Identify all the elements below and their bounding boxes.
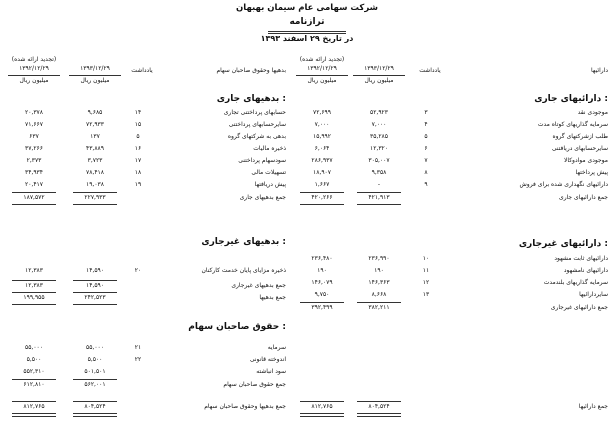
noncurrent-asset-row-label: دارائیهای ثابت مشهود (554, 255, 608, 262)
assets-header-rule-1392 (296, 75, 348, 76)
total-liabilities-equity-under-rule-1393 (73, 413, 117, 417)
equity-total-label: جمع حقوق صاحبان سهام (223, 381, 286, 388)
current-asset-row-label: پیش پرداختها (575, 169, 608, 176)
current-liability-row-value-1392: ۶۳۷ (29, 133, 39, 140)
current-liabilities-total-value-1392: ۱۸۷,۵۷۲ (23, 194, 45, 201)
current-asset-row-note: ۸ (424, 169, 428, 176)
noncurrent-assets-total-value-1392: ۳۹۲,۴۹۹ (311, 304, 333, 311)
current-liability-row-value-1393: ۹,۶۸۵ (87, 109, 103, 116)
liabilities-unit-1393: میلیون ریال (80, 77, 110, 84)
equity-row-label: اندوخته قانونی (249, 356, 286, 363)
current-liability-row-value-1393: ۷۸,۴۱۸ (85, 169, 105, 176)
current-liability-row-value-1392: ۲۰,۴۱۷ (24, 181, 44, 188)
current-liability-row-note: ۵ (136, 133, 140, 140)
noncurrent-asset-row-value-1393: ۸,۶۶۸ (371, 291, 387, 298)
current-assets-total-value-1392: ۴۲۰,۲۶۶ (311, 194, 333, 201)
equity-row-value-1392: ۵۵۲,۳۱۰ (23, 368, 45, 375)
total-assets-rule-1393-top (357, 401, 401, 402)
noncurrent-asset-row-label: سایردارائیها (579, 291, 608, 298)
noncurrent-asset-row-value-1392: ۹,۷۵۰ (314, 291, 330, 298)
equity-row-note: ۲۱ (134, 344, 142, 351)
current-asset-row-label: موجودی موادوکالا (563, 157, 608, 164)
noncurrent-liabilities-total-value-1393: ۱۴,۵۹۰ (85, 282, 105, 289)
total-assets-under-rule-1393 (357, 413, 401, 417)
liabilities-total-above-rule-1392 (12, 292, 56, 293)
current-liability-row-label: سایرحسابهای پرداختنی (228, 121, 286, 128)
equity-total-value-1392: ۶۱۲,۸۱۰ (23, 381, 45, 388)
liabilities-col-restated: (تجدید ارائه شده) (11, 56, 57, 63)
noncurrent-asset-row-value-1392: ۲۳۶,۴۸۰ (311, 255, 333, 262)
current-liability-row-label: بدهی به شرکتهای گروه (227, 133, 286, 140)
current-asset-row-value-1392: ۱,۶۶۷ (314, 181, 330, 188)
equity-row-value-1392: ۵۵,۰۰۰ (24, 344, 44, 351)
noncurrent-liability-row-note: ۲۰ (134, 267, 142, 274)
noncurrent-liability-row-label: ذخیره مزایای پایان خدمت کارکنان (201, 267, 286, 274)
liabilities-unit-1392: میلیون ریال (19, 77, 49, 84)
equity-row-value-1393: ۵۰۱,۵۰۱ (84, 368, 106, 375)
current-asset-row-note: ۷ (424, 157, 428, 164)
current-liability-row-note: ۱۴ (134, 109, 142, 116)
current-liability-row-note: ۱۹ (134, 181, 142, 188)
equity-heading: حقوق صاحبان سهام : (188, 322, 286, 332)
total-liabilities-value-1392: ۱۹۹,۹۵۵ (23, 294, 45, 301)
current-liability-row-value-1392: ۳۴,۹۳۴ (24, 169, 44, 176)
assets-col-restated: (تجدید ارائه شده) (299, 56, 345, 63)
total-assets-value-1392: ۸۱۲,۷۶۵ (311, 403, 333, 410)
noncurrent-asset-row-value-1393: ۲۳۶,۹۹۰ (368, 255, 390, 262)
current-asset-row-value-1393: ۳۵,۲۸۵ (369, 133, 389, 140)
noncurrent-asset-row-note: ۱۰ (422, 255, 430, 262)
current-asset-row-note: ۴ (424, 121, 428, 128)
noncurrent-asset-row-value-1393: ۱۴۶,۳۶۳ (368, 279, 390, 286)
current-asset-row-note: ۶ (424, 145, 428, 152)
current-liabilities-total-value-1393: ۲۲۷,۹۳۳ (84, 194, 106, 201)
current-asset-row-note: ۹ (424, 181, 428, 188)
current-liability-row-note: ۱۸ (134, 169, 142, 176)
current-liability-row-label: پیش دریافتها (254, 181, 286, 188)
equity-row-note: ۲۲ (134, 356, 142, 363)
equity-row-value-1393: ۵,۵۰۰ (87, 356, 103, 363)
noncurrent-liabilities-total-value-1392: ۱۲,۳۸۳ (24, 282, 44, 289)
current-asset-row-value-1393: - (377, 181, 381, 188)
current-asset-row-value-1393: ۱۲,۳۲۰ (369, 145, 389, 152)
current-liabilities-total-label: جمع بدهیهای جاری (239, 194, 286, 201)
equity-total-value-1393: ۵۶۲,۰۰۱ (84, 381, 106, 388)
current-liability-row-value-1393: ۱۹,۰۳۸ (85, 181, 105, 188)
noncurrent-assets-total-label: جمع دارائیهای غیرجاری (550, 304, 608, 311)
total-liabilities-equity-value-1392: ۸۱۲,۷۶۵ (23, 403, 45, 410)
current-liability-row-value-1393: ۴۳,۸۸۹ (85, 145, 105, 152)
current-asset-row-value-1393: ۹,۳۵۸ (371, 169, 387, 176)
total-assets-label: جمع دارائیها (578, 403, 608, 410)
current-asset-row-value-1392: ۷,۰۰۰ (314, 121, 330, 128)
current-liability-row-value-1393: ۱۳۷ (90, 133, 100, 140)
current-assets-total-under-rule-1393 (357, 204, 401, 205)
noncurrent-asset-row-value-1392: ۱۴۶,۰۷۹ (311, 279, 333, 286)
current-asset-row-note: ۳ (424, 109, 428, 116)
current-assets-heading: دارائیهای جاری : (534, 94, 608, 104)
noncurrent-asset-row-note: ۱۲ (422, 279, 430, 286)
current-liabilities-heading: بدهیهای جاری : (216, 94, 286, 104)
current-liabilities-total-under-rule-1392 (12, 204, 56, 205)
equity-subtotal-rule-1392 (12, 379, 56, 380)
liabilities-header-rule-1393 (69, 75, 121, 76)
grand-total-rule-1392-top (12, 401, 56, 402)
total-assets-value-1393: ۸۰۴,۵۲۴ (368, 403, 390, 410)
assets-col-note: یادداشت (419, 67, 441, 74)
total-liabilities-equity-under-rule-1392 (12, 413, 56, 417)
current-asset-row-value-1393: ۳۰۵,۰۰۷ (368, 157, 390, 164)
current-asset-row-label: سرمایه گذاریهای کوتاه مدت (537, 121, 608, 128)
noncurrent-liabilities-total-label: جمع بدهیهای غیرجاری (231, 282, 286, 289)
current-liabilities-total-under-rule-1393 (73, 204, 117, 205)
equity-row-label: سود انباشته (256, 368, 286, 375)
current-asset-row-label: دارائیهای نگهداری شده برای فروش (519, 181, 608, 188)
current-liability-row-value-1392: ۳۷,۲۶۶ (24, 145, 44, 152)
noncurrent-asset-row-note: ۱۱ (422, 267, 430, 274)
current-liability-row-label: ذخیره مالیات (253, 145, 286, 152)
noncurrent-liabilities-subtotal-rule-1393 (73, 280, 117, 281)
noncurrent-asset-row-note: ۱۳ (422, 291, 430, 298)
current-liability-row-note: ۱۵ (134, 121, 142, 128)
grand-total-rule-1393-top (73, 401, 117, 402)
noncurrent-liabilities-heading: بدهیهای غیرجاری : (201, 237, 286, 247)
equity-row-label: سرمایه (267, 344, 286, 351)
current-liability-row-value-1392: ۷۱,۶۶۷ (24, 121, 44, 128)
assets-col-1393: ۱۳۹۳/۱۲/۲۹ (364, 65, 394, 72)
total-liabilities-label: جمع بدهیها (259, 294, 286, 301)
title-underline (268, 31, 346, 32)
total-liabilities-equity-value-1393: ۸۰۴,۵۲۴ (84, 403, 106, 410)
noncurrent-asset-row-value-1393: ۱۹۰ (374, 267, 384, 274)
liabilities-col-1392: ۱۳۹۲/۱۲/۲۹ (19, 65, 49, 72)
noncurrent-asset-row-label: سرمایه گذاریهای بلندمدت (543, 279, 608, 286)
current-asset-row-label: طلب ازشرکتهای گروه (552, 133, 608, 140)
current-asset-row-value-1392: ۱۸,۹۰۷ (312, 169, 332, 176)
total-assets-rule-1392-top (300, 401, 344, 402)
liabilities-col-label: بدهیها وحقوق صاحبان سهام (216, 67, 286, 74)
noncurrent-asset-row-value-1392: ۱۹۰ (317, 267, 327, 274)
noncurrent-liabilities-subtotal-rule-1392 (12, 280, 56, 281)
noncurrent-assets-heading: دارائیهای غیرجاری : (518, 239, 608, 249)
liabilities-total-under-rule-1393 (73, 304, 117, 305)
equity-row-value-1393: ۵۵,۰۰۰ (85, 344, 105, 351)
current-asset-row-note: ۵ (424, 133, 428, 140)
current-liability-row-note: ۱۷ (134, 157, 142, 164)
liabilities-col-1393: ۱۳۹۳/۱۲/۲۹ (80, 65, 110, 72)
statement-title: ترازنامه (289, 17, 325, 27)
assets-unit-1392: میلیون ریال (307, 77, 337, 84)
total-liabilities-equity-label: جمع بدهیها وحقوق صاحبان سهام (204, 403, 286, 410)
noncurrent-assets-subtotal-rule-1392 (300, 302, 344, 303)
current-liabilities-subtotal-rule-1393 (73, 192, 117, 193)
current-asset-row-value-1392: ۱۵,۹۹۲ (312, 133, 332, 140)
current-asset-row-label: موجودی نقد (577, 109, 608, 116)
current-liability-row-label: تسهیلات مالی (251, 169, 286, 176)
current-liability-row-value-1393: ۷۲,۹۳۳ (85, 121, 105, 128)
current-assets-subtotal-rule-1393 (357, 192, 401, 193)
liabilities-col-note: یادداشت (131, 67, 153, 74)
current-asset-row-value-1392: ۷۲,۶۹۹ (312, 109, 332, 116)
noncurrent-asset-row-label: دارائیهای نامشهود (563, 267, 608, 274)
liabilities-total-above-rule-1393 (73, 292, 117, 293)
statement-date: در تاریخ ۲۹ اسفند ۱۳۹۳ (260, 34, 354, 43)
current-asset-row-label: سایرحسابهای دریافتنی (551, 145, 608, 152)
current-liability-row-value-1392: ۲,۳۷۳ (26, 157, 42, 164)
current-liabilities-subtotal-rule-1392 (12, 192, 56, 193)
total-assets-under-rule-1392 (300, 413, 344, 417)
current-asset-row-value-1392: ۲۸۶,۹۳۷ (311, 157, 333, 164)
company-name: شرکت سهامی عام سیمان بهبهان (236, 3, 378, 13)
current-liability-row-value-1393: ۳,۷۲۳ (87, 157, 103, 164)
equity-row-value-1392: ۵,۵۰۰ (26, 356, 42, 363)
current-liability-row-value-1392: ۲۰,۳۷۸ (24, 109, 44, 116)
liabilities-total-under-rule-1392 (12, 304, 56, 305)
current-assets-total-value-1393: ۴۲۱,۹۱۳ (368, 194, 390, 201)
noncurrent-liability-row-value-1392: ۱۲,۳۸۳ (24, 267, 44, 274)
equity-subtotal-rule-1393 (73, 379, 117, 380)
current-assets-total-under-rule-1392 (300, 204, 344, 205)
assets-unit-1393: میلیون ریال (364, 77, 394, 84)
current-asset-row-value-1393: ۷,۰۰۰ (371, 121, 387, 128)
assets-header-rule-1393 (353, 75, 405, 76)
current-asset-row-value-1393: ۵۲,۹۲۳ (369, 109, 389, 116)
current-liability-row-label: سودسهام پرداختنی (238, 157, 286, 164)
noncurrent-assets-total-value-1393: ۳۸۲,۲۱۱ (368, 304, 390, 311)
liabilities-header-rule-1392 (8, 75, 60, 76)
total-liabilities-value-1393: ۲۴۲,۵۲۳ (84, 294, 106, 301)
assets-col-label: دارائیها (591, 67, 608, 74)
current-asset-row-value-1392: ۶,۰۶۴ (314, 145, 330, 152)
current-liability-row-note: ۱۶ (134, 145, 142, 152)
current-liability-row-label: حسابهای پرداختنی تجاری (223, 109, 286, 116)
current-assets-total-label: جمع دارائیهای جاری (559, 194, 608, 201)
assets-col-1392: ۱۳۹۲/۱۲/۲۹ (307, 65, 337, 72)
noncurrent-assets-subtotal-rule-1393 (357, 302, 401, 303)
current-assets-subtotal-rule-1392 (300, 192, 344, 193)
noncurrent-liability-row-value-1393: ۱۴,۵۹۰ (85, 267, 105, 274)
